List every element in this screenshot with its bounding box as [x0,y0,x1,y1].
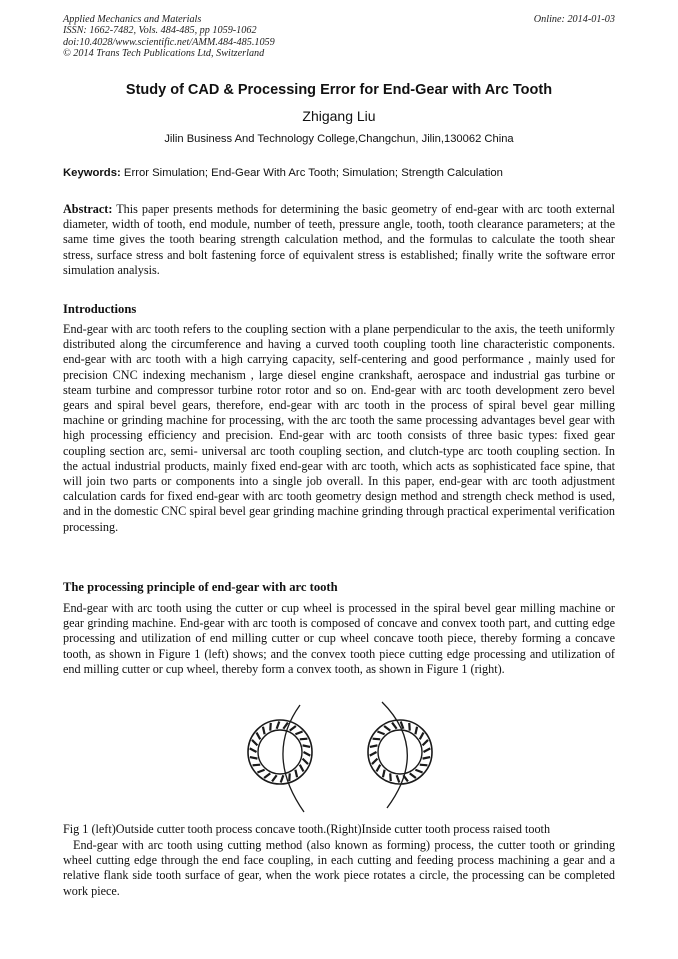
principle-heading: The processing principle of end-gear with arc tooth [63,580,338,594]
gear-tooth-mark [423,757,431,759]
gear-tooth-mark [263,727,265,735]
gear-tooth-mark [270,723,271,731]
gear-tooth-mark [373,739,381,740]
gear-tooth-mark [257,733,261,740]
gear-tooth-mark [252,740,257,745]
gear-tooth-mark [392,723,397,729]
gear-tooth-mark [277,722,280,729]
gear-tooth-mark [290,726,296,731]
gear-tooth-mark [397,775,400,782]
gear-tooth-mark [281,775,284,782]
gear-tooth-mark [372,759,377,764]
gear-tooth-mark [295,770,297,778]
keywords-text: Error Simulation; End-Gear With Arc Tooth; Simulation; Strength Calculation [123,167,503,179]
gear-tooth-mark [410,773,416,778]
figure-1-caption: Fig 1 (left)Outside cutter tooth process concave tooth.(Right)Inside cutter tooth process raised tooth [63,822,551,836]
principle-text: End-gear with arc tooth using the cutter or cup wheel is processed in the spiral bevel gear milling machine or gear grinding machine. End-gear with arc tooth is composed of concave and convex tooth part, and cutting edge processing and utilization of end milling cutter or cup wheel concave tooth piece, thereby forming a concave tooth, as shown in Figure 1 (left) shows; and the convex tooth piece cutting edge processing and utilization of end milling cutter or cup wheel, thereby form a convex tooth, as shown in Figure 1 (right). [63,601,615,676]
affiliation: Jilin Business And Technology College,Changchun, Jilin,130062 China [164,133,514,145]
gear-tooth-mark [423,740,428,745]
gear-tooth-mark [289,773,290,781]
concave-tooth-gear-diagram [248,705,312,812]
gear-tooth-mark [257,770,264,773]
keywords-label: Keywords: [63,167,121,179]
issn-line: ISSN: 1662-7482, Vols. 484-485, pp 1059-1062 [63,25,257,37]
right-inner-cutter-arc [382,702,407,808]
online-date: Online: 2014-01-03 [533,14,615,25]
gear-tooth-mark [370,752,377,756]
journal-name: Applied Mechanics and Materials [63,14,202,25]
left-inner-ring [258,730,302,774]
gear-tooth-mark [304,752,311,756]
gear-tooth-mark [370,745,378,747]
paper-title: Study of CAD & Processing Error for End-Gear with Arc Tooth [125,82,553,98]
introduction-text: End-gear with arc tooth refers to the coupling section with a plane perpendicular to the axis, the teeth uniformly distributed along the circumference and having a curved tooth coupling tooth line characteristic components. end-gear with arc tooth with a high carrying capacity, self-centering and good performance , mainly used for precision CNC indexing mechanism , large diesel engine crankshaft, aerospace and industrial gas turbine or steam turbine and compressor turbine rotor rotor and so on. End-gear with arc tooth development zero bevel gears and spiral bevel gears, therefore, end-gear with arc tooth in the process of spiral bevel gear milling machine or grinding machine for processing, with the arc tooth the same processing advantages bevel gear with high processing efficiency and precision. End-gear with arc tooth consists of three basic types: fixed gear coupling section arc, semi- universal arc tooth coupling section, and clutch-type arc tooth coupling section. In the actual industrial products, mainly fixed end-gear with arc tooth, which acts as sophisticated face spine, that will join two parts or components into a single job overall. In this paper, end-gear with arc tooth adjustment calculation cards for fixed end-gear with arc tooth geometry design method and strength check method is used, and in the domestic CNC spiral bevel gear grinding machine grinding through practical experimental verification processing. [63,322,615,534]
author-name: Zhigang Liu [302,108,376,124]
abstract-label: Abstract: [63,202,113,216]
abstract [63,202,615,278]
gear-tooth-mark [300,739,308,740]
gear-tooth-mark [253,765,261,766]
gear-tooth-mark [250,757,258,759]
keywords [63,166,615,180]
gear-tooth-mark [264,773,270,778]
after-figure-text: End-gear with arc tooth using cutting method (also known as forming) process, the cutter tooth or grinding wheel cutting edge through the end face coupling, in each cutting and feeding process machining a gear and a relative flank side tooth surface of gear, when the work piece rotates a circle, the processing can be completed work piece. [63,838,615,898]
gear-tooth-mark [250,748,257,752]
gear-tooth-mark [272,775,277,781]
copyright-line: © 2014 Trans Tech Publications Ltd, Switzerland [63,47,265,59]
introduction-heading: Introductions [63,302,137,316]
gear-tooth-mark [295,732,302,735]
abstract-text: This paper presents methods for determining the basic geometry of end-gear with arc tooth external diameter, width of tooth, end module, number of teeth, pressure angle, tooth, tooth clearance parameters; at the same time gives the tooth bearing strength calculation method, and the formulas to calculate the tooth shear stress, surface stress and bolt fastening force of equivalent stress is established; finally write the software error simulation analysis. [63,202,615,277]
gear-tooth-mark [390,773,391,781]
gear-tooth-mark [300,765,304,772]
gear-tooth-mark [377,732,384,735]
gear-tooth-mark [415,727,417,735]
convex-tooth-gear-diagram [368,702,432,808]
gear-tooth-mark [384,726,390,731]
gear-tooth-mark [415,770,422,773]
doi-line: doi:10.4028/www.scientific.net/AMM.484-485.1059 [63,36,275,48]
gear-tooth-mark [409,723,410,731]
gear-tooth-mark [424,748,431,752]
journal-header [63,14,615,59]
gear-tooth-mark [303,745,311,747]
gear-tooth-mark [303,759,308,764]
right-inner-ring [378,730,422,774]
gear-tooth-mark [420,765,428,766]
figure-1-cutter-diagram [232,700,446,818]
gear-tooth-mark [383,770,385,778]
gear-tooth-mark [377,765,381,772]
gear-tooth-mark [420,733,424,740]
